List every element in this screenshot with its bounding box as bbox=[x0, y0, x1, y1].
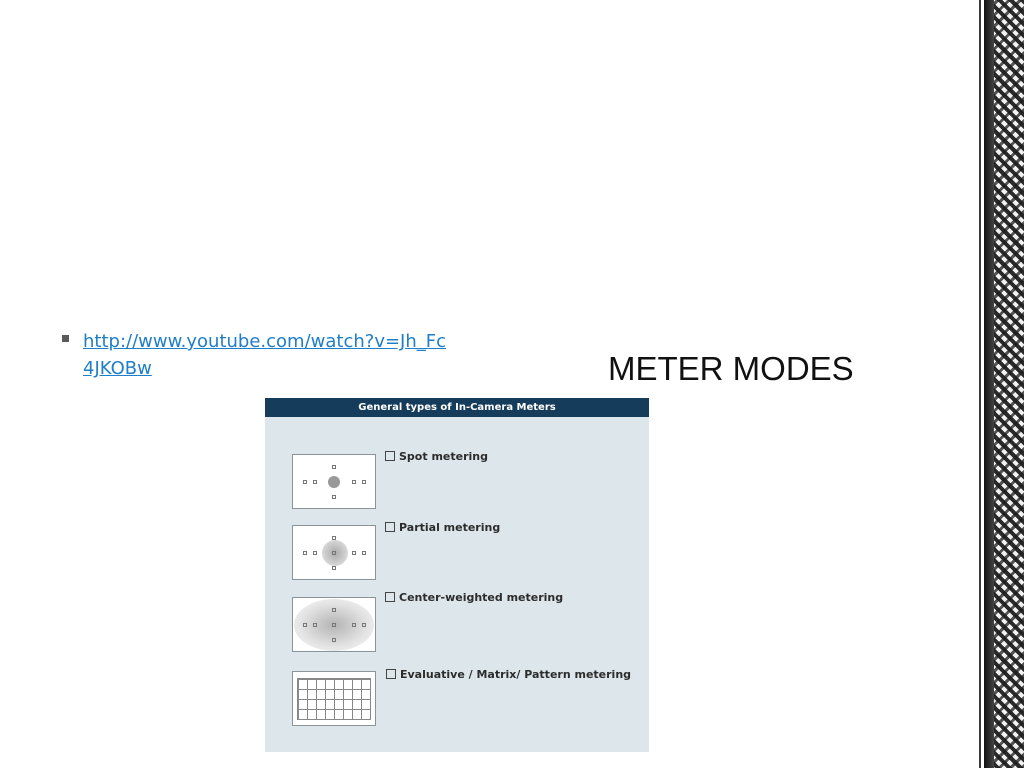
partial-viewfinder-diagram bbox=[292, 525, 376, 580]
spot-metering-label: Spot metering bbox=[385, 450, 488, 463]
evaluative-grid bbox=[297, 678, 371, 720]
border-line bbox=[979, 0, 981, 768]
slide-title: METER MODES bbox=[608, 350, 854, 387]
bullet-item bbox=[62, 328, 462, 382]
evaluative-viewfinder-diagram bbox=[292, 671, 376, 726]
figure-header: General types of In-Camera Meters bbox=[265, 398, 649, 417]
metering-figure bbox=[265, 398, 649, 752]
spot-area bbox=[328, 476, 340, 488]
youtube-link[interactable]: http://www.youtube.com/watch?v=Jh_Fc4JKOBw bbox=[83, 331, 447, 379]
bullet-icon bbox=[62, 335, 69, 342]
spot-viewfinder-diagram bbox=[292, 454, 376, 509]
spot-metering-icon bbox=[385, 451, 395, 461]
decorative-border bbox=[984, 0, 1024, 768]
evaluative-metering-label: Evaluative / Matrix/ Pattern metering bbox=[386, 668, 631, 681]
partial-metering-label: Partial metering bbox=[385, 521, 500, 534]
center-weighted-metering-icon bbox=[385, 592, 395, 602]
evaluative-metering-icon bbox=[386, 669, 396, 679]
partial-metering-icon bbox=[385, 522, 395, 532]
center-weighted-viewfinder-diagram bbox=[292, 597, 376, 652]
center-weighted-metering-label: Center-weighted metering bbox=[385, 591, 563, 604]
